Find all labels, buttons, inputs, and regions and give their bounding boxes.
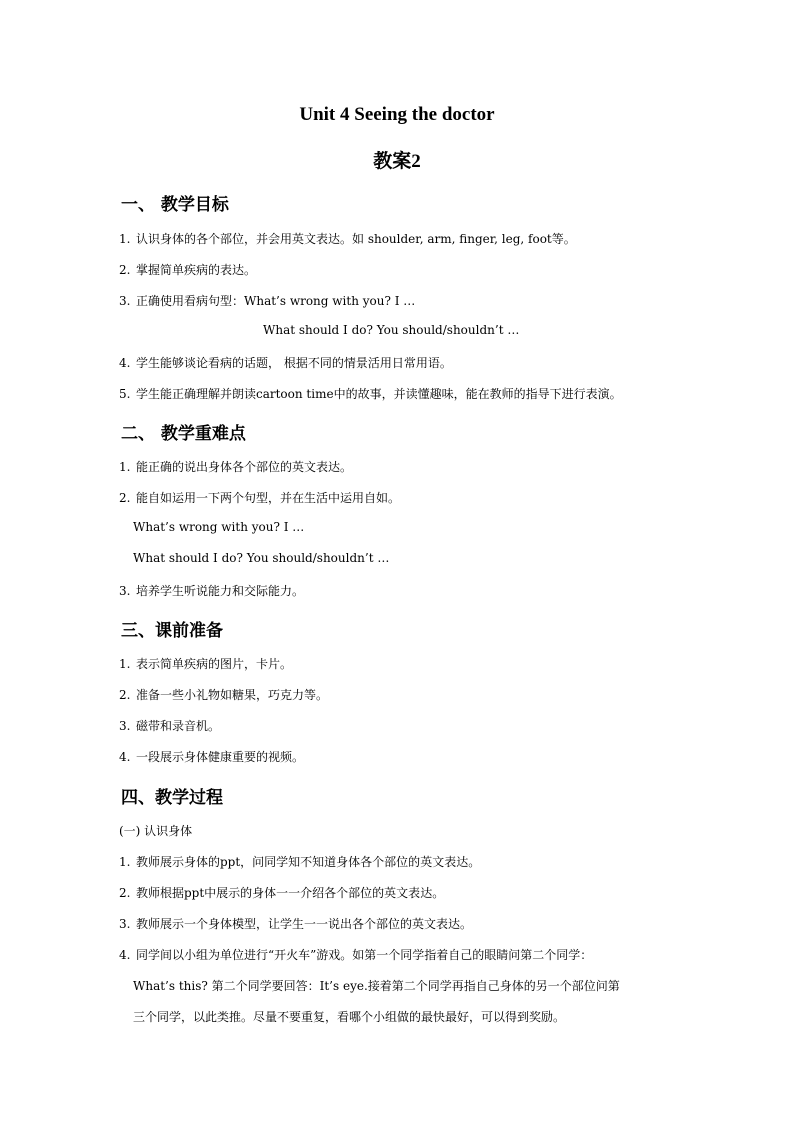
list-item [119, 717, 220, 734]
item-text: 同学间以小组为单位进行“开火车”游戏。如第一个同学指着自己的眼睛问第二个同学： [136, 948, 593, 962]
list-item [133, 977, 620, 994]
item-text: 正确使用看病句型：What’s wrong with you? I … [136, 294, 416, 308]
item-text: 表示简单疾病的图片，卡片。 [136, 657, 293, 671]
list-item [119, 582, 304, 599]
item-number: 2. [119, 688, 131, 702]
subsection-heading: (一) 认识身体 [119, 824, 193, 838]
list-item [119, 489, 400, 506]
list-item [133, 551, 389, 565]
item-number: 1. [119, 460, 131, 474]
document-subtitle: 教案2 [373, 151, 421, 172]
item-number: 3. [119, 294, 131, 308]
list-item [119, 946, 592, 963]
item-number: 3. [119, 917, 131, 931]
list-item [119, 853, 480, 870]
section-heading: 三、课前准备 [121, 621, 223, 641]
item-text: 能自如运用一下两个句型，并在生活中运用自如。 [136, 491, 401, 505]
item-number: 2. [119, 263, 131, 277]
item-text: What’s this? 第二个同学要回答：It’s eye.接着第二个同学再指自己身体的另一个部位问第 [133, 979, 620, 993]
list-item [119, 230, 576, 247]
list-item [119, 915, 472, 932]
item-text: 教师展示身体的ppt，问同学知不知道身体各个部位的英文表达。 [136, 855, 481, 869]
item-text: 能正确的说出身体各个部位的英文表达。 [136, 460, 353, 474]
item-text: 学生能正确理解并朗读cartoon time中的故事，并读懂趣味，能在教师的指导下进行表演。 [136, 387, 622, 401]
section-heading: 二、 教学重难点 [121, 424, 246, 444]
item-text: 教师展示一个身体模型，让学生一一说出各个部位的英文表达。 [136, 917, 473, 931]
document-title: Unit 4 Seeing the doctor [299, 104, 495, 125]
item-text: 一段展示身体健康重要的视频。 [136, 750, 305, 764]
list-item [119, 385, 622, 402]
item-text: 磁带和录音机。 [136, 719, 221, 733]
section-heading: 四、教学过程 [121, 788, 223, 808]
item-text: 准备一些小礼物如糖果，巧克力等。 [136, 688, 329, 702]
item-text: What should I do? You should/shouldn’t … [133, 551, 390, 565]
item-number: 2. [119, 886, 131, 900]
list-item [119, 261, 256, 278]
list-item [119, 748, 304, 765]
list-item [133, 520, 304, 534]
item-number: 3. [119, 584, 131, 598]
list-item [119, 884, 444, 901]
item-number: 1. [119, 855, 131, 869]
item-number: 2. [119, 491, 131, 505]
item-number: 3. [119, 719, 131, 733]
item-text: 掌握简单疾病的表达。 [136, 263, 257, 277]
item-text: 培养学生听说能力和交际能力。 [136, 584, 305, 598]
item-number: 5. [119, 387, 131, 401]
item-text: 教师根据ppt中展示的身体一一介绍各个部位的英文表达。 [136, 886, 445, 900]
item-number: 4. [119, 356, 131, 370]
item-number: 4. [119, 750, 131, 764]
list-item [133, 1008, 565, 1025]
item-text: What’s wrong with you? I … [133, 520, 305, 534]
item-text: 三个同学，以此类推。尽量不要重复，看哪个小组做的最快最好，可以得到奖励。 [133, 1010, 566, 1024]
item-text: 认识身体的各个部位，并会用英文表达。如 shoulder, arm, finger, leg, foot等。 [136, 232, 576, 246]
list-item [119, 655, 292, 672]
list-item [119, 292, 415, 309]
item-text: 学生能够谈论看病的话题， 根据不同的情景活用日常用语。 [136, 356, 452, 370]
list-item [119, 458, 352, 475]
item-number: 4. [119, 948, 131, 962]
list-item [263, 323, 519, 337]
item-number: 1. [119, 232, 131, 246]
list-item [119, 686, 328, 703]
item-number: 1. [119, 657, 131, 671]
item-text: What should I do? You should/shouldn’t … [263, 323, 520, 337]
section-heading: 一、 教学目标 [121, 195, 229, 215]
list-item [119, 354, 452, 371]
